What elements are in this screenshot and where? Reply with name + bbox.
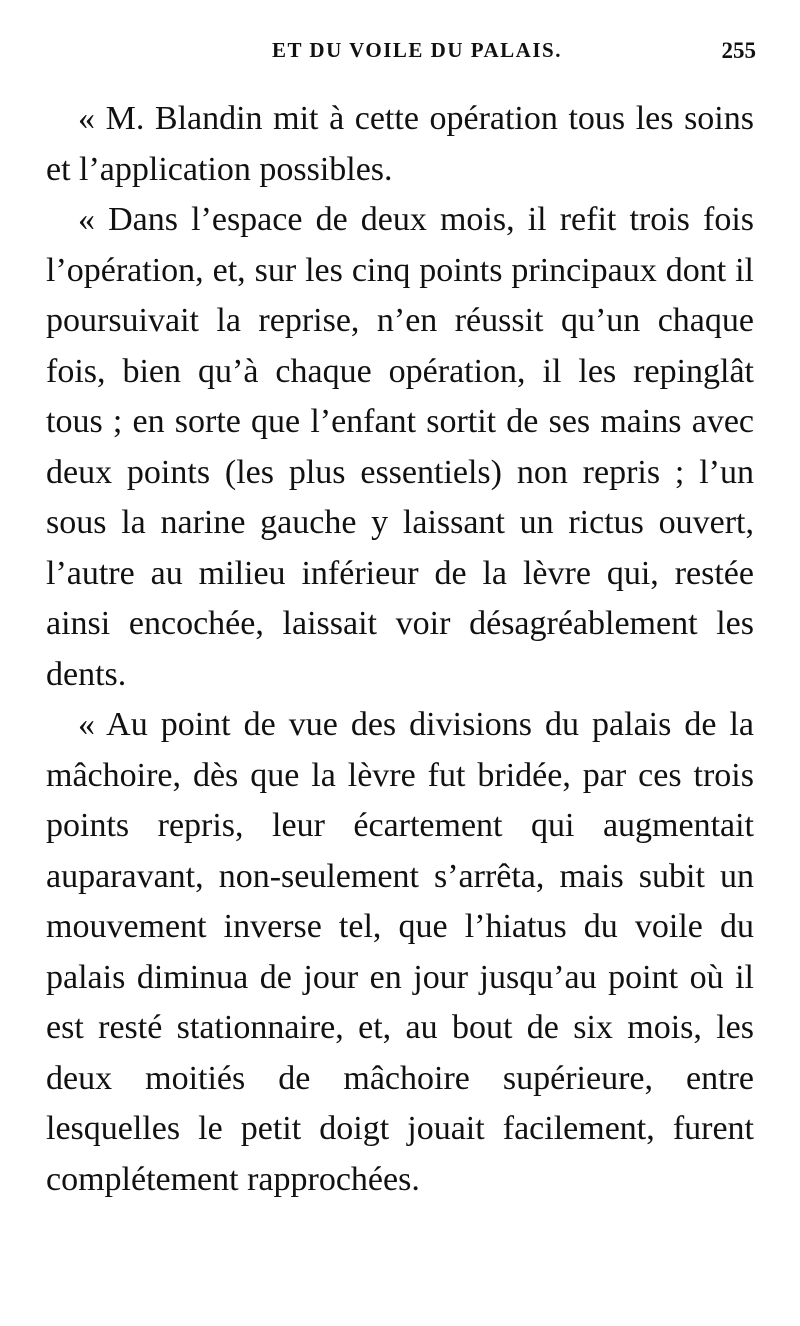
page-number: 255 xyxy=(721,38,756,63)
paragraph-3: « Au point de vue des divisions du palais de la mâchoire, dès que la lèvre fut bridée, par ces trois points repris, leur écartement qui augmentait auparavant, non-seulement s’arrêta, mais subit un mouvement inverse tel, que l’hiatus du voile du palais diminua de jour en jour jusqu’au point où il est resté stationnaire, et, au bout de six mois, les deux moitiés de mâchoire supérieure, entre lesquelles le petit doigt jouait facilement, furent complétement rapprochées. xyxy=(46,706,754,1198)
body-text xyxy=(46,94,754,1205)
running-title: ET DU VOILE DU PALAIS. xyxy=(272,38,562,62)
paragraph-2: « Dans l’espace de deux mois, il refit trois fois l’opération, et, sur les cinq points principaux dont il poursuivait la reprise, n’en réussit qu’un chaque fois, bien qu’à chaque opération, il les repinglât tous ; en sorte que l’enfant sortit de ses mains avec deux points (les plus essentiels) non repris ; l’un sous la narine gauche y laissant un rictus ouvert, l’autre au milieu inférieur de la lèvre qui, restée ainsi encochée, laissait voir désagréablement les dents. xyxy=(46,201,754,693)
running-head xyxy=(48,38,756,72)
paragraph-1: « M. Blandin mit à cette opération tous les soins et l’application possibles. xyxy=(46,100,754,188)
